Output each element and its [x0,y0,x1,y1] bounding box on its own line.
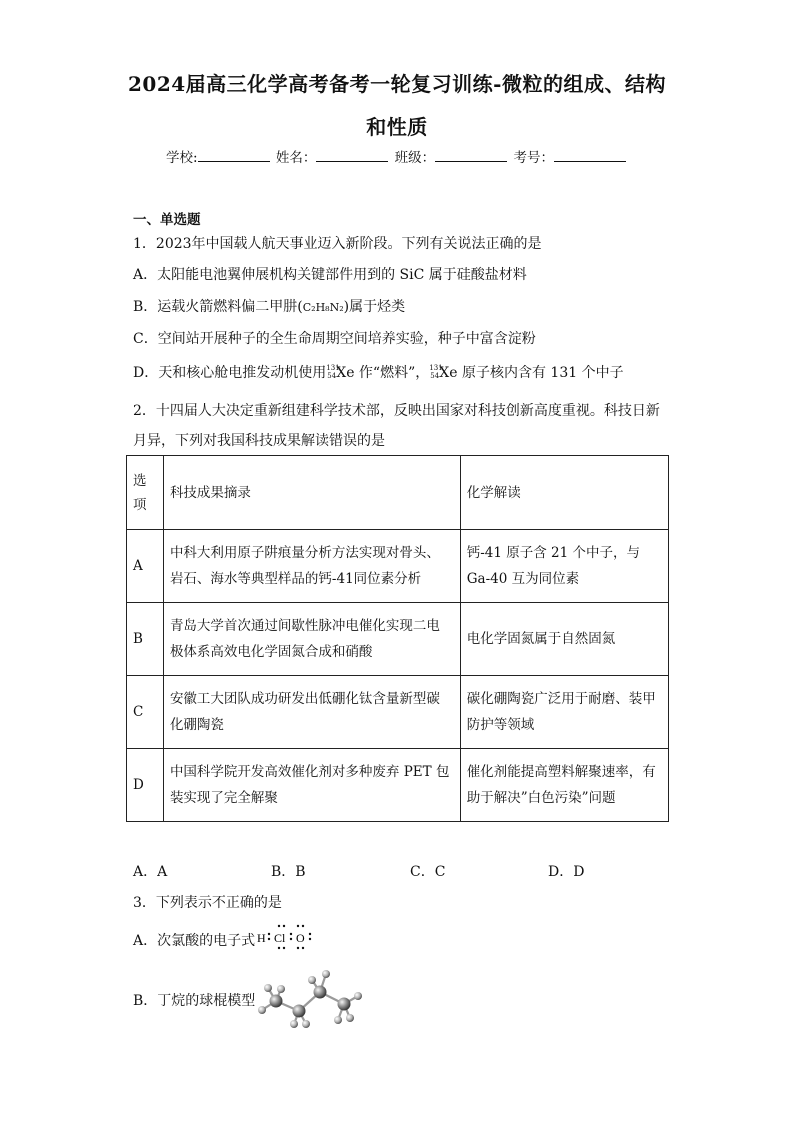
cell-line: Ga-40 互为同位素 [466,571,580,587]
school-label: 学校: [166,150,198,166]
electron-dot [297,947,299,949]
q3-option-a [133,930,255,950]
electron-dot [302,947,304,949]
q2-table [126,455,669,822]
cell-line: 极体系高效电化学固氮合成和硝酸 [169,644,373,660]
row-achievement [163,749,460,822]
electron-dot [283,947,285,949]
butane-ball-stick-model [254,966,370,1032]
number-label: 考号： [513,150,554,166]
q1-option-a: A．太阳能电池翼伸展机构关键部件用到的 SiC 属于硅酸盐材料 [133,267,527,283]
q3-a-text: A．次氯酸的电子式 [133,933,256,949]
table-row [127,530,669,603]
q2-choice-a: A．A [133,864,168,880]
number-blank[interactable] [554,149,626,162]
name-label: 姓名： [275,150,317,166]
q1-stem: 1．2023年中国载人航天事业迈入新阶段。下列有关说法正确的是 [133,236,542,252]
row-achievement [163,676,460,749]
q3-option-b: B．丁烷的球棍模型 [133,993,256,1009]
row-interpretation [460,749,668,822]
q2-choice-b: B．B [271,864,306,880]
q1-option-c: C．空间站开展种子的全生命周期空间培养实验，种子中富含淀粉 [133,331,536,347]
q1-b-formula: C₂H₈N₂ [302,301,344,314]
formula-cl: Cl [274,931,286,945]
electron-dot [290,938,292,940]
table-row [127,749,669,822]
row-option: B [127,603,164,676]
electron-dot [268,938,270,940]
header-achievement: 科技成果摘录 [163,456,460,530]
row-achievement [163,603,460,676]
cell-line: 催化剂能提高塑料解聚速率，有 [466,764,656,780]
cell-line: 电化学固氮属于自然固氮 [466,631,616,647]
xe-isotope-notation-2 [429,364,443,381]
row-option: C [127,676,164,749]
cell-line: 助于解决”白色污染”问题 [466,790,616,806]
header-option-text: 选项 [133,472,147,513]
page-title-line1: 2024届高三化学高考备考一轮复习训练-微粒的组成、结构 [128,72,666,96]
cell-line: 化硼陶瓷 [169,717,224,733]
electron-dot [297,925,299,927]
hypochlorous-acid-electron-formula [256,922,322,952]
electron-dot [283,925,285,927]
formula-h: H [257,931,266,945]
row-option: A [127,530,164,603]
cell-line: 钙-41 原子含 21 个中子，与 [466,545,641,561]
electron-dot [278,947,280,949]
row-interpretation [460,676,668,749]
electron-dot [278,925,280,927]
header-interpretation: 化学解读 [460,456,668,530]
cell-line: 中国科学院开发高效催化剂对多种废弃 PET 包 [169,764,450,780]
table-row [127,603,669,676]
q1-b-text-end: )属于烃类 [343,299,406,315]
header-option [127,456,164,530]
cell-line: 安徽工大团队成功研发出低硼化钛含量新型碳 [169,691,440,707]
cell-line: 青岛大学首次通过间歇性脉冲电催化实现二电 [169,618,440,634]
row-interpretation [460,530,668,603]
school-blank[interactable] [198,149,270,162]
cell-line: 岩石、海水等典型样品的钙-41同位素分析 [169,571,422,587]
row-interpretation [460,603,668,676]
table-header-row [127,456,669,530]
iso-mass-2: 131 [429,364,443,372]
cell-line: 装实现了完全解聚 [169,790,278,806]
q1-d-text-end: Xe 原子核内含有 131 个中子 [439,365,624,381]
page-title-line2: 和性质 [366,115,428,139]
name-blank[interactable] [316,149,388,162]
class-label: 班级： [394,150,436,166]
electron-dot [290,933,292,935]
electron-dot [309,938,311,940]
q1-option-b [133,296,405,316]
iso-num: 54 [327,372,337,380]
class-blank[interactable] [435,149,507,162]
iso-num-2: 54 [430,372,440,380]
student-info-row [0,146,794,166]
q2-choice-d: D．D [548,864,585,880]
q1-d-text: D．天和核心舱电推发动机使用 [133,365,327,381]
section-heading: 一、单选题 [133,212,201,228]
electron-dot [302,925,304,927]
q1-option-d [133,362,624,382]
electron-dot [309,933,311,935]
table-row [127,676,669,749]
q2-choice-c: C．C [410,864,446,880]
cell-line: 碳化硼陶瓷广泛用于耐磨、装甲 [466,691,656,707]
cell-line: 中科大利用原子阱痕量分析方法实现对骨头、 [169,545,440,561]
q1-b-text: B．运载火箭燃料偏二甲肼( [133,299,303,315]
q2-stem-line1: 2．十四届人大决定重新组建科学技术部，反映出国家对科技创新高度重视。科技日新 [133,403,660,419]
q2-stem-line2: 月异，下列对我国科技成果解读错误的是 [133,433,385,449]
iso-mass: 131 [326,364,340,372]
formula-o: O [296,931,305,945]
q3-stem: 3．下列表示不正确的是 [133,895,282,911]
row-option: D [127,749,164,822]
xe-isotope-notation [326,364,340,381]
cell-line: 防护等领域 [466,717,535,733]
q1-d-text-mid: Xe 作“燃料”， [336,365,430,381]
electron-dot [268,933,270,935]
row-achievement [163,530,460,603]
